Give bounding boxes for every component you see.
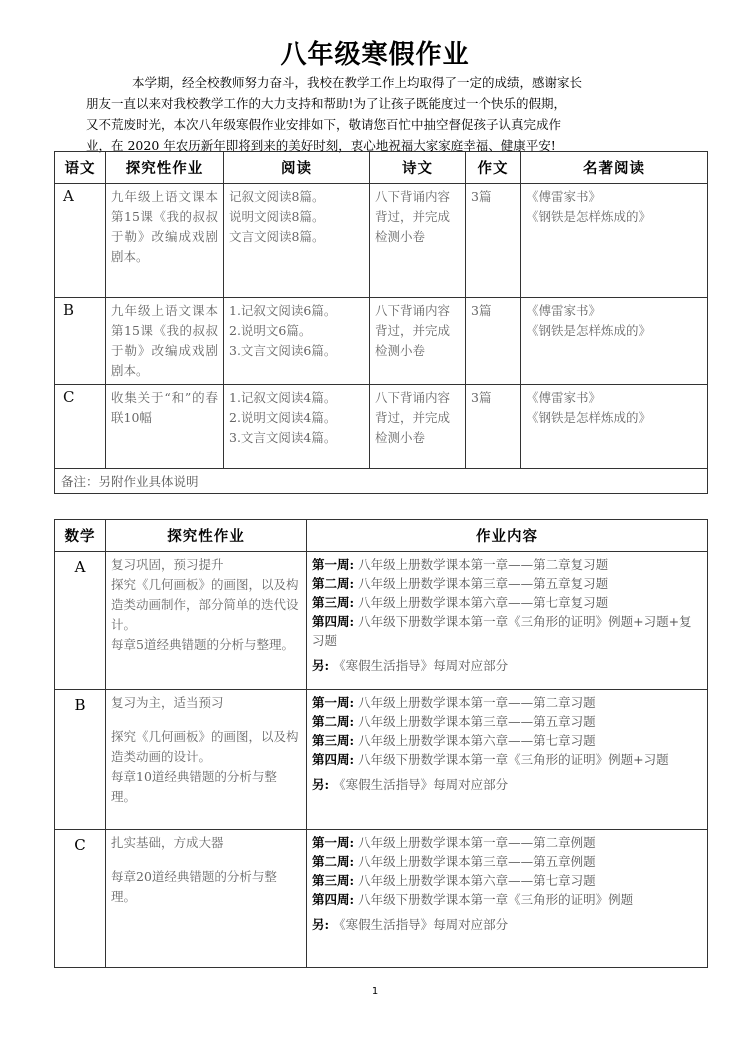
week-label: 第四周: [312,892,355,907]
classics-item: 《钢铁是怎样炼成的》 [526,323,652,338]
grade-label: B [55,690,106,830]
classics-item: 《傅雷家书》 [526,189,602,204]
week-label: 第二周: [312,854,355,869]
chinese-homework-table [54,151,708,494]
week-text: 八年级上册数学课本第六章——第七章复习题 [358,595,609,610]
week-line [312,750,702,769]
classics-cell [521,298,708,385]
week-line [312,593,702,612]
reading-item: 1.记叙文阅读4篇。 [229,390,337,405]
week-line [312,555,702,574]
reading-item: 3.文言文阅读4篇。 [229,430,337,445]
another-line [312,775,702,794]
week-line [312,871,702,890]
week-line [312,833,702,852]
page-number: 1 [371,986,379,997]
table-row [55,552,708,690]
intro-line: 本学期，经全校教师努力奋斗，我校在教学工作上均取得了一定的成绩，感谢家长 [132,75,583,90]
another-text: 《寒假生活指导》每周对应部分 [333,917,509,932]
content-cell [307,690,708,830]
classics-cell [521,385,708,469]
intro-paragraph [86,72,656,156]
another-label: 另: [312,917,330,932]
another-text: 《寒假生活指导》每周对应部分 [333,777,509,792]
project-line: 每章20道经典错题的分析与整理。 [111,869,277,904]
poetry-item: 背过，并完成检测小卷 [375,323,451,358]
project-cell: 九年级上语文课本第15课《我的叔叔于勒》改编成戏剧剧本。 [106,184,224,298]
essay-cell: 3篇 [466,385,521,469]
grade-label: B [55,298,106,385]
week-line [312,731,702,750]
poetry-item: 八下背诵内容 [375,303,451,318]
table-row [55,184,708,298]
week-label: 第三周: [312,595,355,610]
reading-cell [224,298,370,385]
week-line [312,712,702,731]
header-subject: 数学 [55,520,106,552]
header-reading: 阅读 [224,152,370,184]
week-line [312,693,702,712]
poetry-cell [370,184,466,298]
reading-item: 1.记叙文阅读6篇。 [229,303,337,318]
table-note: 备注：另附作业具体说明 [55,469,708,494]
week-text: 八年级下册数学课本第一章《三角形的证明》例题 [358,892,634,907]
another-line [312,915,702,934]
project-cell: 收集关于“和”的春联10幅 [106,385,224,469]
another-label: 另: [312,658,330,673]
another-label: 另: [312,777,330,792]
intro-line: 又不荒废时光，本次八年级寒假作业安排如下，敬请您百忙中抽空督促孩子认真完成作 [86,117,562,132]
week-text: 八年级上册数学课本第一章——第二章例题 [358,835,596,850]
intro-line: 朋友一直以来对我校教学工作的大力支持和帮助!为了让孩子既能度过一个快乐的假期， [86,96,567,111]
poetry-item: 八下背诵内容 [375,189,451,204]
content-cell [307,552,708,690]
table-row [55,830,708,968]
week-text: 八年级上册数学课本第三章——第五章复习题 [358,576,609,591]
week-label: 第二周: [312,714,355,729]
week-text: 八年级上册数学课本第六章——第七章习题 [358,873,596,888]
project-line: 扎实基础，方成大器 [111,835,224,850]
week-label: 第二周: [312,576,355,591]
classics-item: 《傅雷家书》 [526,303,602,318]
reading-item: 文言文阅读8篇。 [229,229,325,244]
header-classics: 名著阅读 [521,152,708,184]
intro-line: 业，在 2020 年农历新年即将到来的美好时刻，衷心地祝福大家家庭幸福、健康平安! [86,138,556,153]
poetry-item: 八下背诵内容 [375,390,451,405]
classics-cell [521,184,708,298]
grade-label: A [55,184,106,298]
essay-cell: 3篇 [466,184,521,298]
reading-item: 2.说明文阅读4篇。 [229,410,337,425]
week-text: 八年级上册数学课本第一章——第二章习题 [358,695,596,710]
project-line: 探究《几何画板》的画图，以及构造类动画的设计。 [111,729,299,764]
classics-item: 《钢铁是怎样炼成的》 [526,209,652,224]
classics-item: 《钢铁是怎样炼成的》 [526,410,652,425]
week-label: 第一周: [312,557,355,572]
reading-item: 记叙文阅读8篇。 [229,189,325,204]
week-label: 第一周: [312,835,355,850]
week-label: 第一周: [312,695,355,710]
header-content: 作业内容 [307,520,708,552]
another-line [312,656,702,675]
week-label: 第四周: [312,752,355,767]
content-cell [307,830,708,968]
week-text: 八年级上册数学课本第一章——第二章复习题 [358,557,609,572]
reading-cell [224,385,370,469]
week-text: 八年级上册数学课本第六章——第七章习题 [358,733,596,748]
header-subject: 语文 [55,152,106,184]
week-line [312,574,702,593]
page-title: 八年级寒假作业 [280,40,470,70]
grade-label: A [55,552,106,690]
poetry-item: 背过，并完成检测小卷 [375,410,451,445]
header-essay: 作文 [466,152,521,184]
math-homework-table [54,519,708,968]
table-row [55,690,708,830]
week-line [312,890,702,909]
project-cell [106,552,307,690]
reading-item: 2.说明文6篇。 [229,323,312,338]
project-line: 复习为主，适当预习 [111,695,224,710]
week-label: 第四周: [312,614,355,629]
project-line: 每章5道经典错题的分析与整理。 [111,637,294,652]
week-label: 第三周: [312,873,355,888]
grade-label: C [55,830,106,968]
week-text: 八年级上册数学课本第三章——第五章例题 [358,854,596,869]
table-row [55,385,708,469]
week-label: 第三周: [312,733,355,748]
header-project: 探究性作业 [106,152,224,184]
project-line: 复习巩固，预习提升 [111,557,224,572]
project-line: 探究《几何画板》的画图，以及构造类动画制作，部分简单的迭代设计。 [111,577,299,632]
table-row [55,298,708,385]
reading-cell [224,184,370,298]
project-line: 每章10道经典错题的分析与整理。 [111,769,277,804]
grade-label: C [55,385,106,469]
week-text: 八年级下册数学课本第一章《三角形的证明》例题+习题 [358,752,669,767]
poetry-cell [370,298,466,385]
classics-item: 《傅雷家书》 [526,390,602,405]
project-cell: 九年级上语文课本第15课《我的叔叔于勒》改编成戏剧剧本。 [106,298,224,385]
header-poetry: 诗文 [370,152,466,184]
week-text: 八年级下册数学课本第一章《三角形的证明》例题+习题+复习题 [312,614,692,648]
reading-item: 说明文阅读8篇。 [229,209,325,224]
another-text: 《寒假生活指导》每周对应部分 [333,658,509,673]
reading-item: 3.文言文阅读6篇。 [229,343,337,358]
project-cell [106,690,307,830]
poetry-item: 背过，并完成检测小卷 [375,209,451,244]
table-note-row [55,469,708,494]
poetry-cell [370,385,466,469]
header-project: 探究性作业 [106,520,307,552]
project-cell [106,830,307,968]
week-line [312,852,702,871]
essay-cell: 3篇 [466,298,521,385]
week-text: 八年级上册数学课本第三章——第五章习题 [358,714,596,729]
week-line [312,612,702,650]
